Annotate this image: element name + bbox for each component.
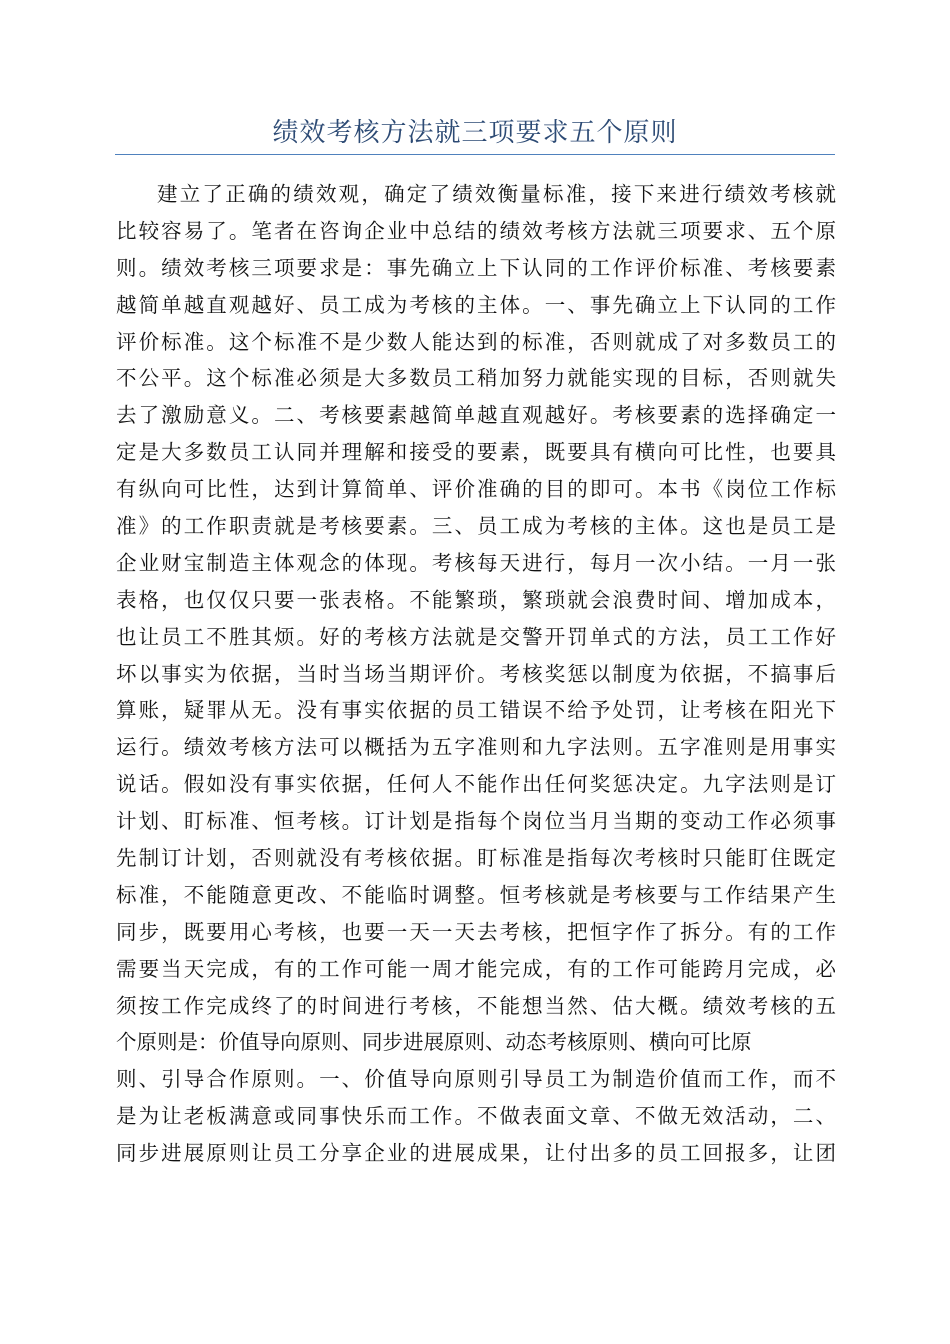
document-body [116, 176, 836, 1172]
text-line: 也让员工不胜其烦。好的考核方法就是交警开罚单式的方法，员工工作好 [116, 624, 836, 649]
text-line: 建立了正确的绩效观，确定了绩效衡量标准，接下来进行绩效考核就 [157, 182, 836, 206]
document-title: 绩效考核方法就三项要求五个原则 [272, 118, 678, 148]
text-line: 去了激励意义。二、考核要素越简单越直观越好。考核要素的选择确定一 [116, 403, 836, 428]
text-line: 是为让老板满意或同事快乐而工作。不做表面文章、不做无效活动，二、 [116, 1104, 836, 1129]
text-line: 定是大多数员工认同并理解和接受的要素，既要具有横向可比性，也要具 [116, 440, 836, 465]
text-line: 说话。假如没有事实依据，任何人不能作出任何奖惩决定。九字法则是订 [116, 772, 836, 797]
text-line: 算账，疑罪从无。没有事实依据的员工错误不给予处罚，让考核在阳光下 [116, 698, 836, 723]
text-line: 个原则是：价值导向原则、同步进展原则、动态考核原则、横向可比原 [116, 1030, 752, 1055]
text-line: 坏以事实为依据，当时当场当期评价。考核奖惩以制度为依据，不搞事后 [116, 661, 836, 686]
text-line: 不公平。这个标准必须是大多数员工稍加努力就能实现的目标，否则就失 [116, 366, 836, 391]
text-line: 同步，既要用心考核，也要一天一天去考核，把恒字作了拆分。有的工作 [116, 919, 836, 944]
text-line: 评价标准。这个标准不是少数人能达到的标准，否则就成了对多数员工的 [116, 329, 836, 354]
title-underline [115, 154, 835, 155]
text-line: 须按工作完成终了的时间进行考核，不能想当然、估大概。绩效考核的五 [116, 993, 836, 1018]
text-line: 表格，也仅仅只要一张表格。不能繁琐，繁琐就会浪费时间、增加成本， [116, 587, 836, 612]
text-line: 先制订计划，否则就没有考核依据。盯标准是指每次考核时只能盯住既定 [116, 846, 836, 871]
text-line: 则。绩效考核三项要求是：事先确立上下认同的工作评价标准、考核要素 [116, 255, 836, 280]
text-line: 有纵向可比性，达到计算简单、评价准确的目的即可。本书《岗位工作标 [116, 477, 836, 502]
text-line: 标准，不能随意更改、不能临时调整。恒考核就是考核要与工作结果产生 [116, 882, 836, 907]
text-line: 准》的工作职责就是考核要素。三、员工成为考核的主体。这也是员工是 [116, 514, 836, 539]
text-line: 则、引导合作原则。一、价值导向原则引导员工为制造价值而工作，而不 [116, 1067, 836, 1092]
text-line: 比较容易了。笔者在咨询企业中总结的绩效考核方法就三项要求、五个原 [116, 218, 836, 243]
text-line: 同步进展原则让员工分享企业的进展成果，让付出多的员工回报多，让团 [116, 1141, 836, 1166]
text-line: 计划、盯标准、恒考核。订计划是指每个岗位当月当期的变动工作必须事 [116, 809, 836, 834]
text-line: 运行。绩效考核方法可以概括为五字准则和九字法则。五字准则是用事实 [116, 735, 836, 760]
text-line: 需要当天完成，有的工作可能一周才能完成，有的工作可能跨月完成，必 [116, 956, 836, 981]
text-line: 企业财宝制造主体观念的体现。考核每天进行，每月一次小结。一月一张 [116, 550, 836, 575]
text-line: 越简单越直观越好、员工成为考核的主体。一、事先确立上下认同的工作 [116, 292, 836, 317]
